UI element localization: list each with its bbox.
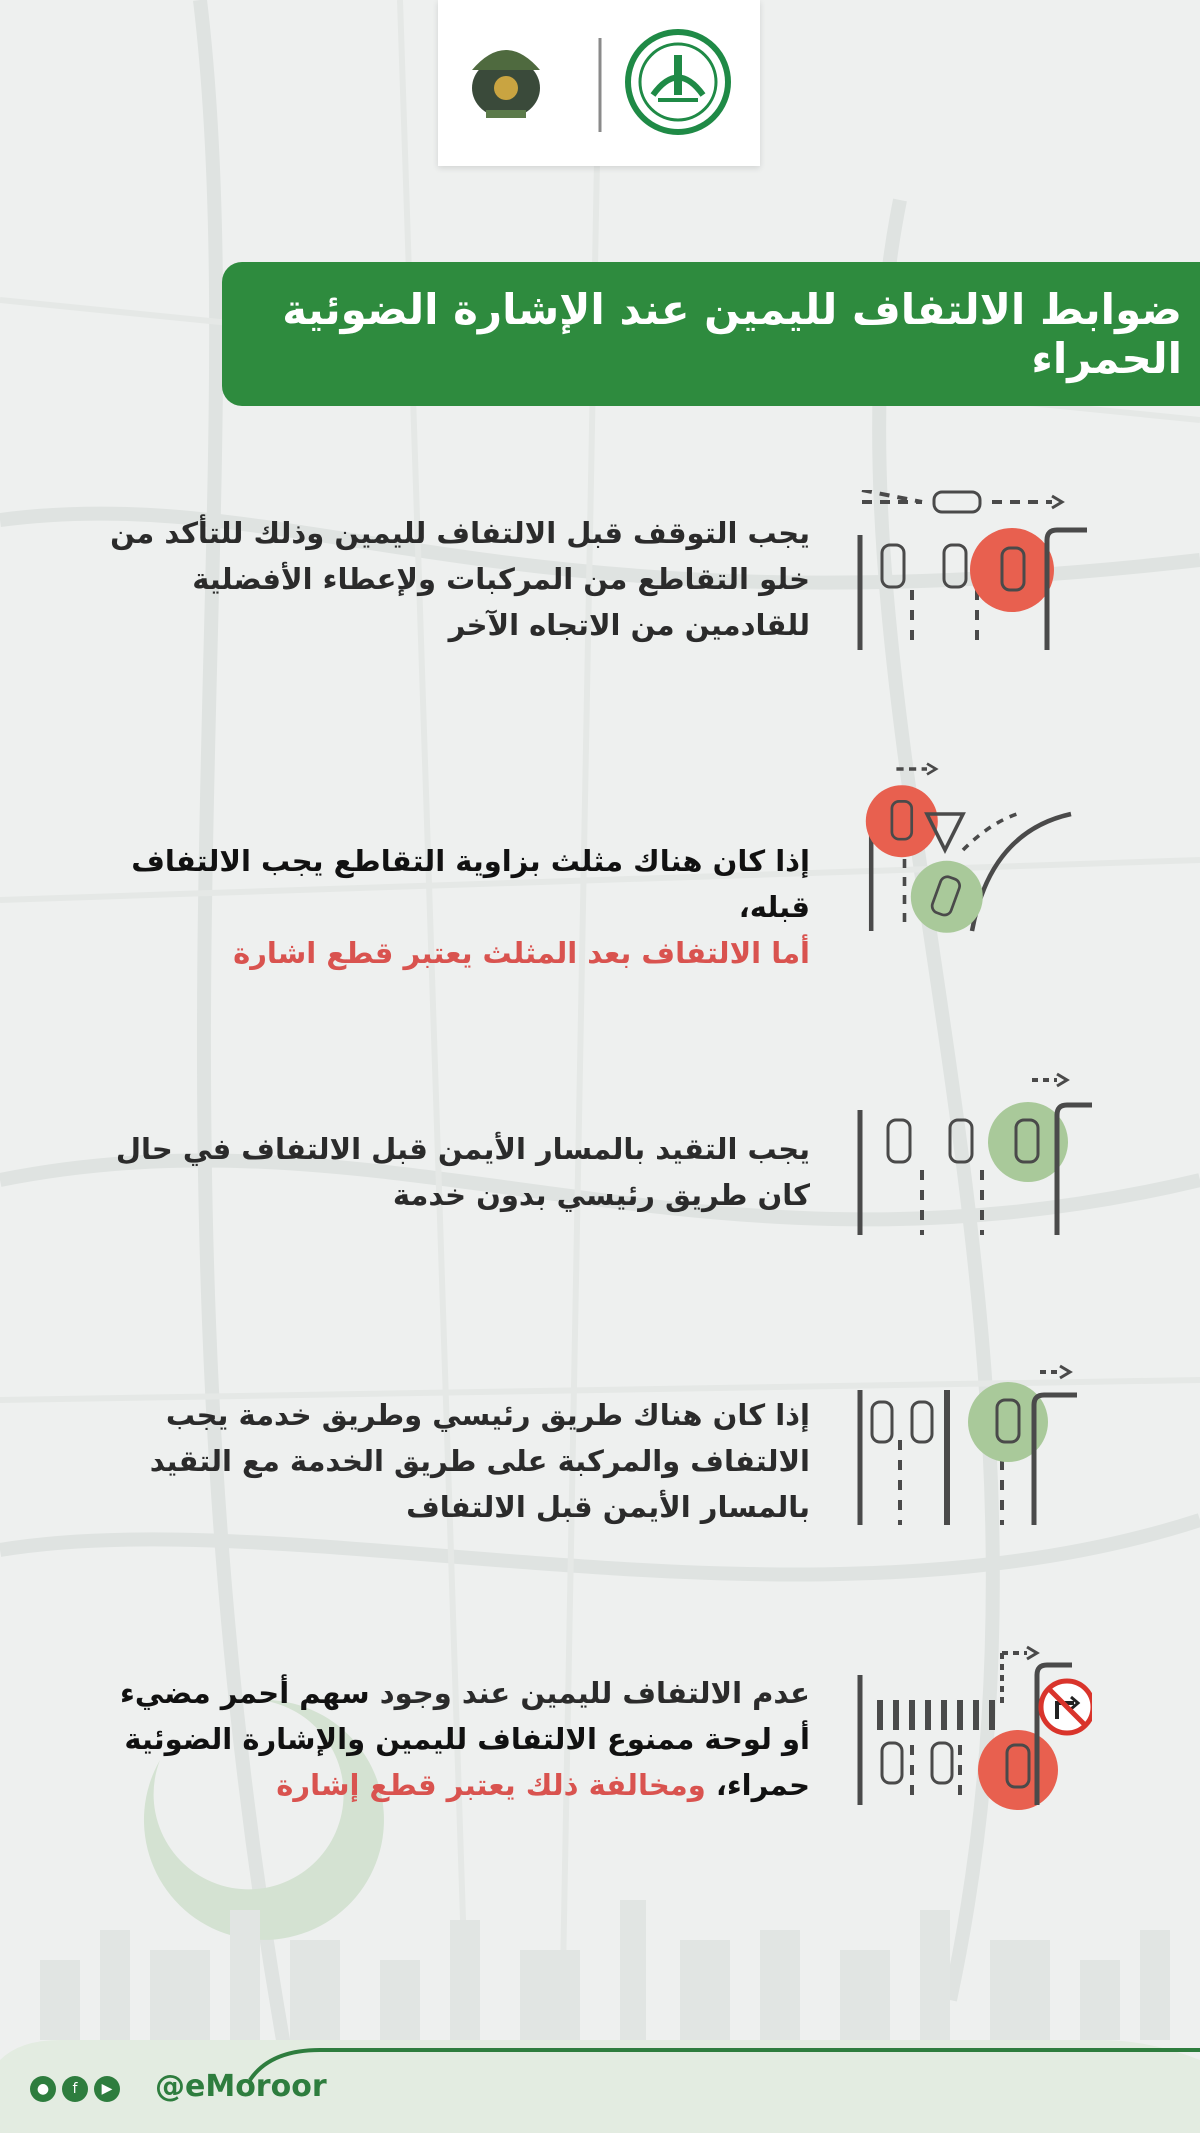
stop-circle-icon [970,528,1054,612]
social-handle[interactable]: @eMoroor [155,2069,327,2104]
rule-5-pre: عدم الالتفاف لليمين عند وجود [379,1676,810,1710]
rule-5-text [110,1670,810,1808]
rule-5-red: ومخالفة ذلك يعتبر قطع إشارة [276,1768,706,1802]
rule-3-diagram [852,1060,1092,1240]
rule-2-bold: إذا كان هناك مثلث بزاوية التقاطع يجب الالتفاف قبله، [131,844,810,924]
rule-4-text: إذا كان هناك طريق رئيسي وطريق خدمة يجب الالتفاف والمركبة على طريق الخدمة مع التقيد بالمسار الأيمن قبل الالتفاف [149,1398,810,1524]
traffic-police-emblem-icon [472,50,540,118]
rule-3-text: يجب التقيد بالمسار الأيمن قبل الالتفاف في حال كان طريق رئيسي بدون خدمة [115,1132,810,1212]
rule-4-diagram [852,1360,1092,1540]
whatsapp-icon[interactable]: ● [30,2076,56,2102]
rule-2-diagram [852,760,1092,940]
logo-panel [438,0,760,166]
rule-5-diagram [852,1640,1092,1820]
rule-1-diagram [852,490,1092,670]
rule-1-text: يجب التوقف قبل الالتفاف لليمين وذلك للتأكد من خلو التقاطع من المركبات ولإعطاء الأفضلية للقادمين من الاتجاه الآخر [110,516,810,642]
no-right-turn-sign-icon [1041,1681,1092,1733]
page-title: ضوابط الالتفاف لليمين عند الإشارة الضوئية الحمراء [282,285,1182,383]
rule-5-bold: سهم أحمر مضيء أو لوحة ممنوع الالتفاف لليمين والإشارة الضوئية حمراء، [120,1676,810,1802]
youtube-icon[interactable]: ▶ [94,2076,120,2102]
ministry-emblem-icon [628,32,728,132]
title-banner [222,262,1200,406]
rule-2-red: أما الالتفاف بعد المثلث يعتبر قطع اشارة [233,936,810,970]
rule-2-text [110,838,810,976]
facebook-icon[interactable]: f [62,2076,88,2102]
